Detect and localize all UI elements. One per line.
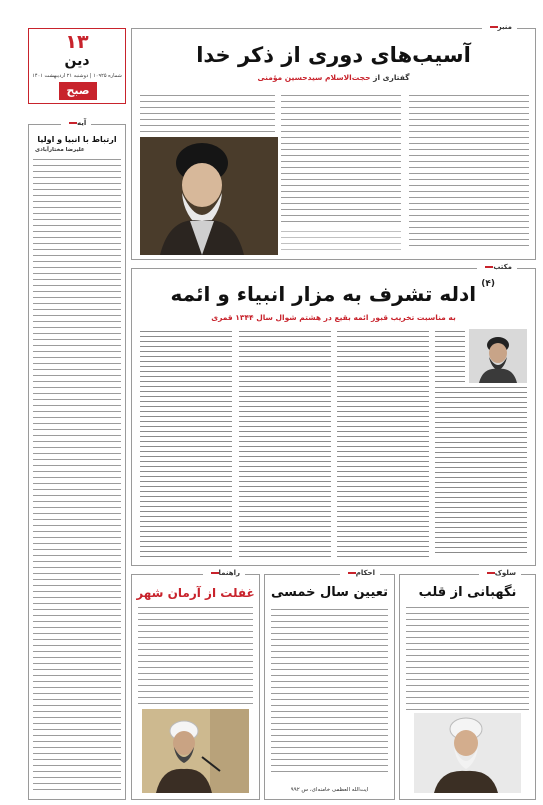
column-ahkam: [264, 569, 395, 800]
column-salook-tag: سلوک: [479, 569, 521, 577]
issue-info: شماره ۱۰۹۲۵ | دوشنبه ۲۱ اردیبهشت ۱۴۰۱: [32, 73, 122, 79]
column-rahnama-body-text: [138, 607, 253, 707]
article-menbar-title: آسیب‌های دوری از ذکر خدا: [196, 43, 471, 67]
column-ahkam-footer: آیت‌الله العظمی خامنه‌ای، س ۹۹۲: [290, 787, 369, 793]
page-number: ۱۳: [65, 31, 89, 53]
column-ahkam-tag: احکام: [340, 569, 380, 577]
article-menbar-col-2b: [281, 231, 401, 253]
article-maktab: [131, 263, 536, 566]
article-menbar: [131, 23, 536, 260]
article-maktab-col-3: [239, 331, 331, 557]
sidebar-body-text: [33, 159, 121, 793]
article-maktab-col-4: [140, 331, 232, 557]
author-thumbnail-photo: [469, 329, 527, 383]
column-salook-body-text: [406, 607, 529, 715]
cleric-portrait-icon: [140, 137, 278, 255]
speaker-photo-icon: [142, 709, 249, 793]
column-salook-title: نگهبانی از قلب: [418, 585, 517, 600]
article-maktab-col-1: [435, 387, 527, 557]
article-maktab-title-row: [172, 279, 495, 309]
scholar-photo: [414, 713, 521, 793]
sidebar-title: ارتباط با انبیا و اولیا: [37, 135, 117, 144]
column-rahnama-title: غفلت از آرمان شهر: [136, 586, 255, 600]
article-maktab-subtitle: به مناسبت تخریب قبور ائمه بقیع در هشتم شوال سال ۱۳۴۴ قمری: [211, 313, 456, 322]
article-maktab-title-note: (۴): [481, 279, 495, 289]
article-maktab-col-1a: [435, 331, 465, 383]
article-menbar-col-3: [140, 95, 275, 135]
article-menbar-col-1: [409, 95, 529, 251]
article-menbar-col-2: [281, 95, 401, 227]
byline-name: حجت‌الاسلام سیدحسین مؤمنی: [257, 73, 371, 82]
column-rahnama: [131, 569, 260, 800]
article-maktab-tag: مکتب: [477, 263, 517, 271]
column-rahnama-tag: راهنما: [203, 569, 245, 577]
column-ahkam-body-text: [271, 609, 388, 777]
byline-prefix: گفتاری از: [373, 73, 410, 82]
column-ahkam-title: تعیین سال خمسی: [271, 585, 388, 600]
author-thumbnail-icon: [469, 329, 527, 383]
article-maktab-title: ادله تشرف به مزار انبیاء و ائمه: [170, 282, 477, 306]
section-name: دین: [64, 53, 90, 69]
sidebar-tag: آیه: [61, 119, 91, 127]
article-maktab-col-2: [337, 331, 429, 557]
sidebar-author: علیرضا مختارآبادی: [35, 147, 85, 153]
newspaper-logo: صبح: [59, 82, 97, 100]
scholar-photo-icon: [414, 713, 521, 793]
masthead: [28, 28, 126, 104]
speaker-photo: [142, 709, 249, 793]
sidebar-column: [28, 119, 126, 800]
article-menbar-byline: [212, 73, 455, 82]
column-salook: [399, 569, 536, 800]
article-menbar-tag: منبر: [482, 23, 517, 31]
cleric-portrait-photo: [140, 137, 278, 255]
